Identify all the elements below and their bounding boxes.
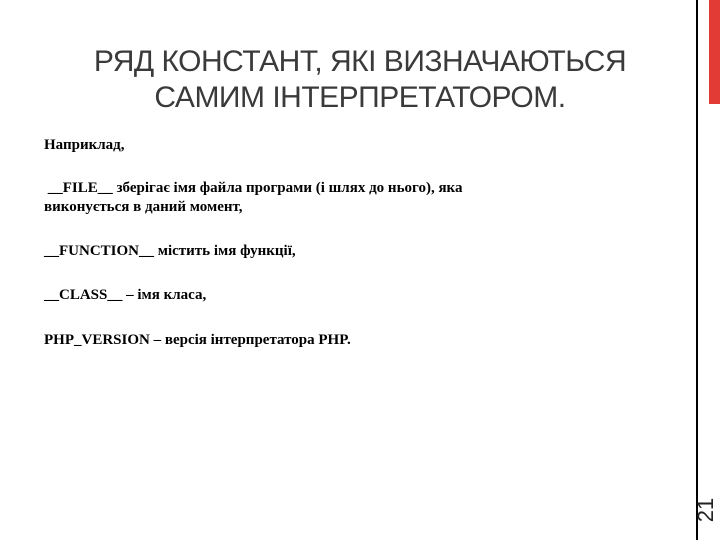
slide-title-line-2: САМИМ ІНТЕРПРЕТАТОРОМ. bbox=[154, 81, 566, 114]
page-number: 21 bbox=[693, 497, 718, 523]
function-constant-text: __FUNCTION__ містить імя функції, bbox=[44, 243, 296, 259]
slide-title bbox=[40, 44, 680, 116]
slide-title-line-1: РЯД КОНСТАНТ, ЯКІ ВИЗНАЧАЮТЬСЯ bbox=[93, 45, 627, 78]
class-constant-text: __CLASS__ – імя класа, bbox=[44, 287, 207, 303]
intro-text: Наприклад, bbox=[44, 137, 125, 153]
file-constant-text: __FILE__ зберігає імя файла програми (і шлях до нього), яка виконується в даний момент, bbox=[44, 180, 463, 215]
red-accent-bar bbox=[709, 0, 720, 104]
php-version-constant-text: PHP_VERSION – версія інтерпретатора PHP. bbox=[44, 332, 351, 348]
vertical-divider bbox=[696, 0, 698, 540]
